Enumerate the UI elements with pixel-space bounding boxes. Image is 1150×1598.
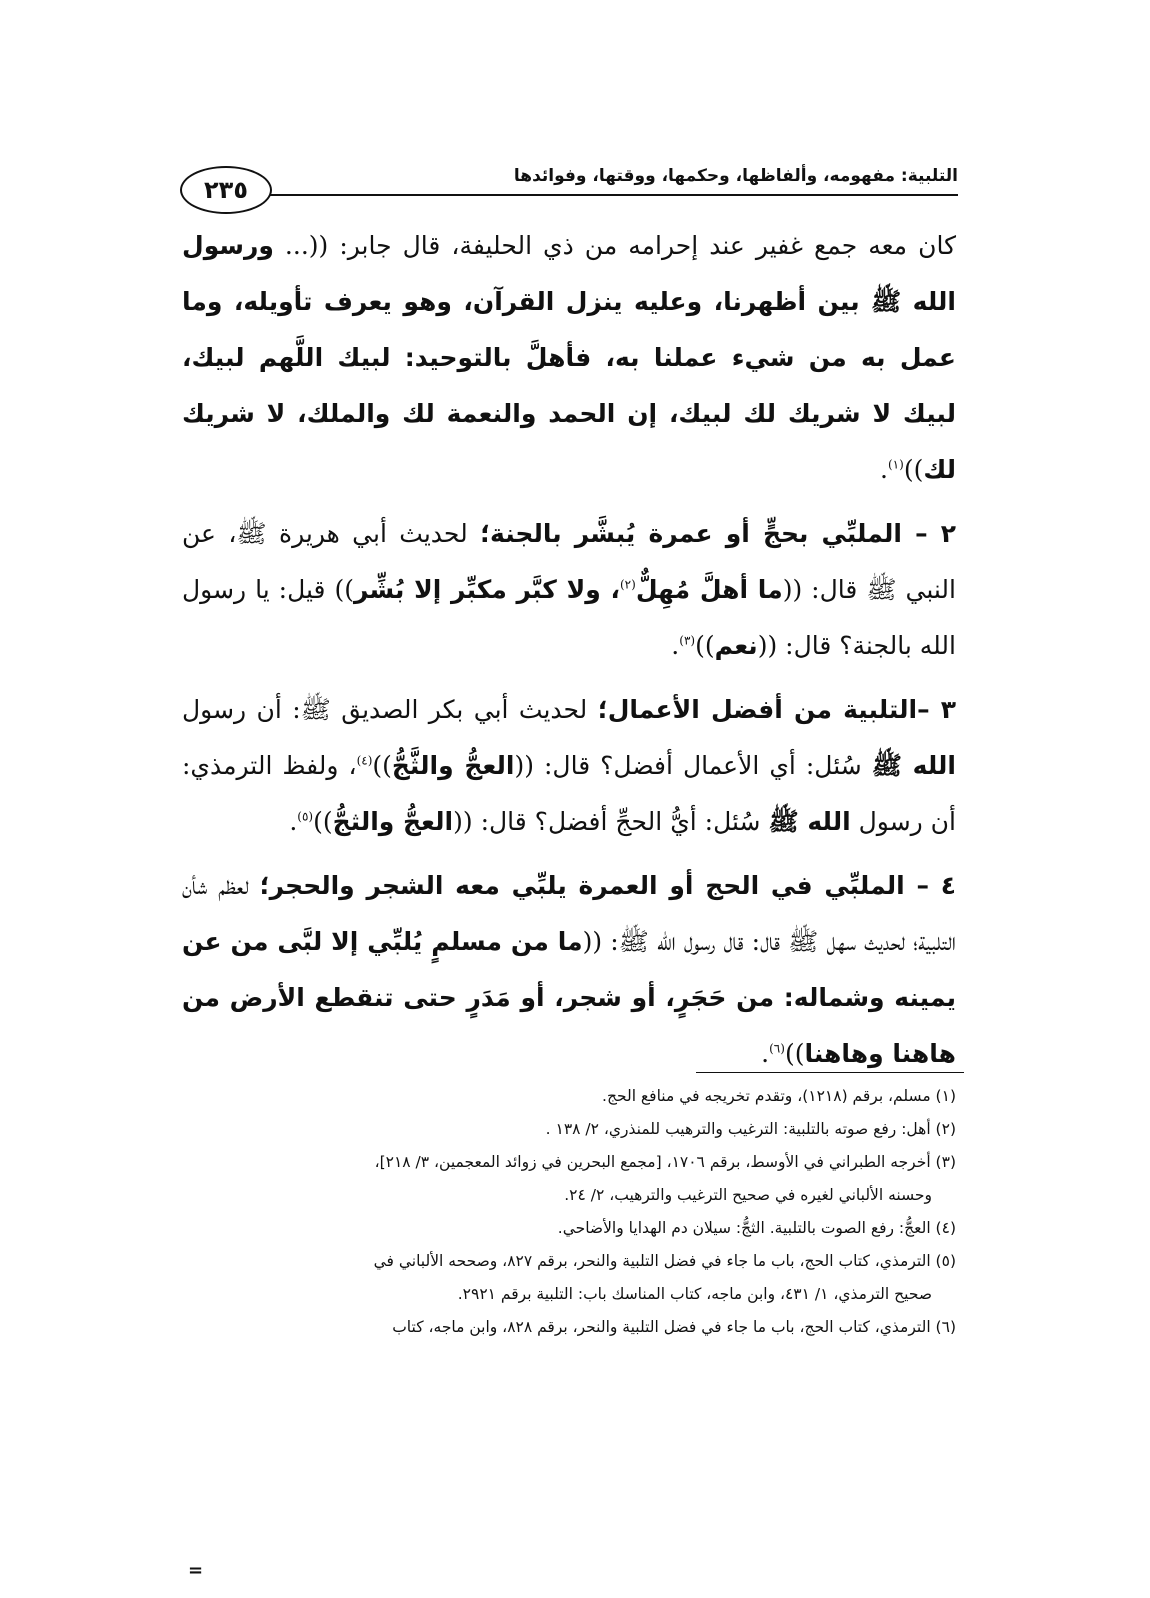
body-text	[182, 218, 956, 1090]
hadith-quote: نعم	[714, 631, 758, 660]
text-span: .	[289, 807, 298, 836]
page-number: ٢٣٥	[180, 166, 272, 214]
continuation-mark: =	[188, 1560, 204, 1581]
footnote-ref[interactable]: (٤)	[356, 753, 373, 768]
text-span: سُئل: أي الأعمال أفضل؟ قال: ((	[514, 751, 872, 780]
footnote-ref[interactable]: (٢)	[619, 577, 636, 592]
footnote-ref[interactable]: (٥)	[297, 809, 314, 824]
text-span: الله ﷺ	[871, 751, 956, 780]
footnote-5: (٥) الترمذي، كتاب الحج، باب ما جاء في فضل التلبية والنحر، برقم ٨٢٧، وصححه الألباني في	[373, 1252, 956, 1270]
hadith-quote: ، ولا كبَّر مكبِّر إلا بُشِّر	[353, 575, 620, 604]
paragraph-2	[182, 506, 956, 674]
header-rule	[258, 194, 958, 196]
text-span: الله ﷺ	[768, 807, 851, 836]
footnote-1: (١) مسلم، برقم (١٢١٨)، وتقدم تخريجه في منافع الحج.	[602, 1087, 956, 1105]
paragraph-3	[182, 682, 956, 850]
text-span: كان معه جمع غفير عند إحرامه من ذي الحليفة، قال جابر: ((...	[273, 231, 956, 260]
footnote-3-continuation: وحسنه الألباني لغيره في صحيح الترغيب والترهيب، ٢/ ٢٤.	[564, 1186, 932, 1204]
footnote-3: (٣) أخرجه الطبراني في الأوسط، برقم ١٧٠٦، [مجمع البحرين في زوائد المعجمين، ٣/ ٢١٨]،	[374, 1153, 956, 1171]
text-span: .	[761, 1039, 770, 1068]
footnote-ref[interactable]: (٦)	[769, 1041, 785, 1056]
footnotes	[182, 1080, 956, 1344]
hadith-quote: العجُّ والثَّجُّ	[391, 751, 515, 780]
footnote-separator	[696, 1072, 964, 1073]
text-span: لحديث أبي بكر الصديق ﷺ: أن رسول	[182, 695, 598, 724]
text-span: سُئل: أيُّ الحجِّ أفضل؟ قال: ((	[453, 807, 769, 836]
text-span: ))	[372, 751, 392, 780]
text-span: ))	[903, 455, 924, 484]
section-heading: ٤ – الملبِّي في الحج أو العمرة يلبِّي معه الشجر والحجر؛	[259, 871, 956, 900]
footnote-2: (٢) أهل: رفع صوته بالتلبية: الترغيب والترهيب للمنذري، ٢/ ١٣٨ .	[545, 1120, 956, 1138]
section-heading: ٣ –التلبية من أفضل الأعمال؛	[597, 695, 957, 724]
footnote-6: (٦) الترمذي، كتاب الحج، باب ما جاء في فضل التلبية والنحر، برقم ٨٢٨، وابن ماجه، كتاب	[392, 1318, 956, 1336]
footnote-ref[interactable]: (١)	[887, 457, 904, 472]
text-span: ))	[313, 807, 333, 836]
text-span: ، ولفظ الترمذي: أن رسول	[182, 751, 956, 836]
paragraph-1	[182, 218, 956, 498]
running-title: التلبية: مفهومه، وألفاظها، وحكمها، ووقتها، وفوائدها	[513, 166, 958, 186]
hadith-quote: ما أهلَّ مُهِلٌّ	[635, 575, 783, 604]
text-span: لحديث أبي هريرة ﷺ، عن النبي ﷺ قال: ((	[182, 519, 956, 604]
text-span: .	[671, 631, 680, 660]
hadith-quote: ورسول الله ﷺ بين أظهرنا، وعليه ينزل القرآن، وهو يعرف تأويله، وما عمل به من شيء عملنا به، فأهلَّ بالتوحيد: لبيك اللَّهم لبيك، لبيك لا شريك لك لبيك، إن الحمد والنعمة لك والملك، لا شريك لك	[182, 231, 956, 484]
text-span: ))	[784, 1039, 805, 1068]
hadith-quote: ما من مسلمٍ يُلبِّي إلا لبَّى من عن يمينه وشماله: من حَجَرٍ، أو شجر، أو مَدَرٍ حتى تنقطع الأرض من هاهنا وهاهنا	[182, 927, 956, 1068]
page-header	[180, 160, 958, 214]
footnote-5-continuation: صحيح الترمذي، ١/ ٤٣١، وابن ماجه، كتاب المناسك باب: التلبية برقم ٢٩٢١.	[457, 1285, 932, 1303]
text-span: لعظم شأن التلبية؛ لحديث سهل ﷺ قال: قال رسول الله ﷺ: ((	[182, 871, 956, 956]
text-span: ))	[695, 631, 715, 660]
text-span: )) قيل: يا رسول الله بالجنة؟ قال: ((	[182, 575, 956, 660]
section-heading: ٢ – الملبِّي بحجٍّ أو عمرة يُبشَّر بالجنة؛	[480, 519, 956, 548]
hadith-quote: العجُّ والثجُّ	[332, 807, 454, 836]
footnote-ref[interactable]: (٣)	[679, 633, 696, 648]
paragraph-4	[182, 858, 956, 1082]
footnote-4: (٤) العجُّ: رفع الصوت بالتلبية. الثجُّ: سيلان دم الهدايا والأضاحي.	[557, 1219, 956, 1237]
text-span: .	[880, 455, 888, 484]
